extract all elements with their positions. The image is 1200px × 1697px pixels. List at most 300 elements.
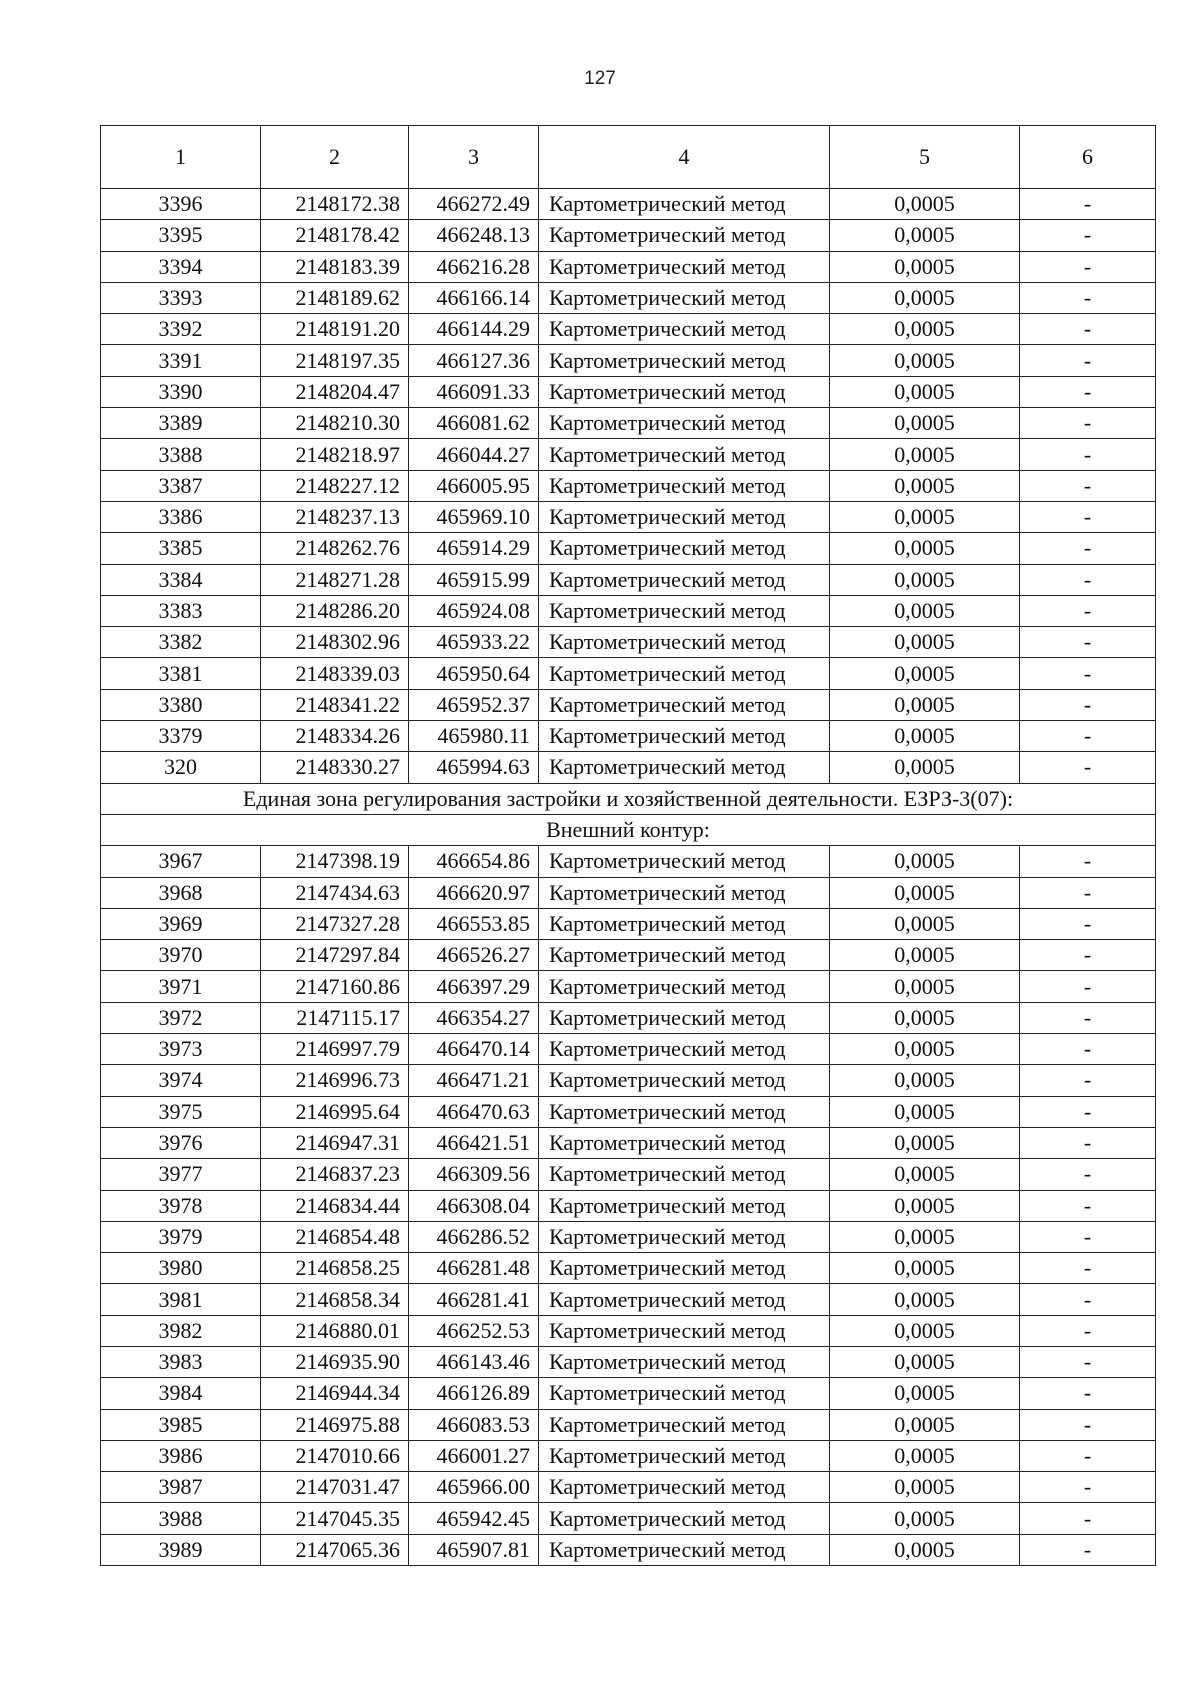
accuracy-cell: 0,0005 (830, 251, 1020, 282)
accuracy-cell: 0,0005 (830, 314, 1020, 345)
method-cell: Картометрический метод (539, 752, 830, 783)
accuracy-cell: 0,0005 (830, 282, 1020, 313)
y-coordinate-cell: 466654.86 (409, 846, 539, 877)
note-cell: - (1020, 971, 1156, 1002)
table-row (101, 564, 1156, 595)
note-cell: - (1020, 282, 1156, 313)
accuracy-cell: 0,0005 (830, 564, 1020, 595)
note-cell: - (1020, 689, 1156, 720)
note-cell: - (1020, 1253, 1156, 1284)
accuracy-cell: 0,0005 (830, 595, 1020, 626)
y-coordinate-cell: 465994.63 (409, 752, 539, 783)
accuracy-cell: 0,0005 (830, 220, 1020, 251)
y-coordinate-cell: 466216.28 (409, 251, 539, 282)
note-cell: - (1020, 251, 1156, 282)
accuracy-cell: 0,0005 (830, 533, 1020, 564)
method-cell: Картометрический метод (539, 564, 830, 595)
accuracy-cell: 0,0005 (830, 1409, 1020, 1440)
y-coordinate-cell: 465966.00 (409, 1472, 539, 1503)
section-title-row (101, 783, 1156, 814)
note-cell: - (1020, 752, 1156, 783)
column-header-5: 5 (830, 126, 1020, 189)
accuracy-cell: 0,0005 (830, 1503, 1020, 1534)
table-row (101, 282, 1156, 313)
y-coordinate-cell: 465980.11 (409, 721, 539, 752)
x-coordinate-cell: 2146995.64 (261, 1096, 409, 1127)
point-number-cell: 3968 (101, 877, 261, 908)
point-number-cell: 3392 (101, 314, 261, 345)
note-cell: - (1020, 1534, 1156, 1565)
x-coordinate-cell: 2148178.42 (261, 220, 409, 251)
note-cell: - (1020, 1472, 1156, 1503)
note-cell: - (1020, 595, 1156, 626)
accuracy-cell: 0,0005 (830, 501, 1020, 532)
y-coordinate-cell: 466272.49 (409, 189, 539, 220)
x-coordinate-cell: 2146858.34 (261, 1284, 409, 1315)
y-coordinate-cell: 466166.14 (409, 282, 539, 313)
accuracy-cell: 0,0005 (830, 1002, 1020, 1033)
table-row (101, 220, 1156, 251)
point-number-cell: 3385 (101, 533, 261, 564)
subsection-title-row (101, 814, 1156, 845)
method-cell: Картометрический метод (539, 439, 830, 470)
method-cell: Картометрический метод (539, 314, 830, 345)
x-coordinate-cell: 2146947.31 (261, 1127, 409, 1158)
accuracy-cell: 0,0005 (830, 658, 1020, 689)
table-row (101, 314, 1156, 345)
table-row (101, 1440, 1156, 1471)
accuracy-cell: 0,0005 (830, 940, 1020, 971)
table-row (101, 1159, 1156, 1190)
point-number-cell: 3396 (101, 189, 261, 220)
point-number-cell: 3386 (101, 501, 261, 532)
note-cell: - (1020, 1315, 1156, 1346)
note-cell: - (1020, 1221, 1156, 1252)
y-coordinate-cell: 466127.36 (409, 345, 539, 376)
note-cell: - (1020, 1190, 1156, 1221)
y-coordinate-cell: 466308.04 (409, 1190, 539, 1221)
method-cell: Картометрический метод (539, 1440, 830, 1471)
method-cell: Картометрический метод (539, 1190, 830, 1221)
note-cell: - (1020, 877, 1156, 908)
y-coordinate-cell: 465942.45 (409, 1503, 539, 1534)
y-coordinate-cell: 465950.64 (409, 658, 539, 689)
point-number-cell: 3379 (101, 721, 261, 752)
note-cell: - (1020, 439, 1156, 470)
accuracy-cell: 0,0005 (830, 1315, 1020, 1346)
x-coordinate-cell: 2146944.34 (261, 1378, 409, 1409)
point-number-cell: 3381 (101, 658, 261, 689)
accuracy-cell: 0,0005 (830, 877, 1020, 908)
accuracy-cell: 0,0005 (830, 1065, 1020, 1096)
accuracy-cell: 0,0005 (830, 971, 1020, 1002)
table-row (101, 439, 1156, 470)
table-row (101, 1221, 1156, 1252)
y-coordinate-cell: 466470.14 (409, 1034, 539, 1065)
note-cell: - (1020, 846, 1156, 877)
y-coordinate-cell: 466470.63 (409, 1096, 539, 1127)
table-row (101, 595, 1156, 626)
point-number-cell: 3391 (101, 345, 261, 376)
subsection-title: Внешний контур: (101, 814, 1156, 845)
y-coordinate-cell: 465907.81 (409, 1534, 539, 1565)
note-cell: - (1020, 1002, 1156, 1033)
method-cell: Картометрический метод (539, 1253, 830, 1284)
note-cell: - (1020, 408, 1156, 439)
point-number-cell: 3977 (101, 1159, 261, 1190)
x-coordinate-cell: 2146975.88 (261, 1409, 409, 1440)
method-cell: Картометрический метод (539, 1002, 830, 1033)
accuracy-cell: 0,0005 (830, 1190, 1020, 1221)
point-number-cell: 3970 (101, 940, 261, 971)
y-coordinate-cell: 466281.41 (409, 1284, 539, 1315)
x-coordinate-cell: 2146996.73 (261, 1065, 409, 1096)
point-number-cell: 3984 (101, 1378, 261, 1409)
note-cell: - (1020, 345, 1156, 376)
y-coordinate-cell: 466281.48 (409, 1253, 539, 1284)
accuracy-cell: 0,0005 (830, 1034, 1020, 1065)
note-cell: - (1020, 376, 1156, 407)
table-row (101, 1034, 1156, 1065)
table-row (101, 189, 1156, 220)
method-cell: Картометрический метод (539, 1127, 830, 1158)
accuracy-cell: 0,0005 (830, 1221, 1020, 1252)
y-coordinate-cell: 465914.29 (409, 533, 539, 564)
table-row (101, 1002, 1156, 1033)
x-coordinate-cell: 2146935.90 (261, 1346, 409, 1377)
point-number-cell: 3971 (101, 971, 261, 1002)
table-header (101, 126, 1156, 189)
x-coordinate-cell: 2148271.28 (261, 564, 409, 595)
note-cell: - (1020, 1096, 1156, 1127)
column-header-3: 3 (409, 126, 539, 189)
section-title: Единая зона регулирования застройки и хозяйственной деятельности. ЕЗРЗ-3(07): (101, 783, 1156, 814)
x-coordinate-cell: 2148210.30 (261, 408, 409, 439)
point-number-cell: 3388 (101, 439, 261, 470)
table-row (101, 1503, 1156, 1534)
header-row (101, 126, 1156, 189)
table-row (101, 408, 1156, 439)
accuracy-cell: 0,0005 (830, 1472, 1020, 1503)
x-coordinate-cell: 2147031.47 (261, 1472, 409, 1503)
point-number-cell: 3383 (101, 595, 261, 626)
x-coordinate-cell: 2148334.26 (261, 721, 409, 752)
table-row (101, 251, 1156, 282)
note-cell: - (1020, 501, 1156, 532)
table-row (101, 1096, 1156, 1127)
x-coordinate-cell: 2148218.97 (261, 439, 409, 470)
x-coordinate-cell: 2146837.23 (261, 1159, 409, 1190)
method-cell: Картометрический метод (539, 1472, 830, 1503)
x-coordinate-cell: 2147160.86 (261, 971, 409, 1002)
point-number-cell: 3974 (101, 1065, 261, 1096)
table-row (101, 501, 1156, 532)
note-cell: - (1020, 314, 1156, 345)
point-number-cell: 3985 (101, 1409, 261, 1440)
point-number-cell: 3393 (101, 282, 261, 313)
column-header-2: 2 (261, 126, 409, 189)
table-row (101, 1127, 1156, 1158)
method-cell: Картометрический метод (539, 1159, 830, 1190)
point-number-cell: 3972 (101, 1002, 261, 1033)
note-cell: - (1020, 1440, 1156, 1471)
table-row (101, 689, 1156, 720)
method-cell: Картометрический метод (539, 470, 830, 501)
y-coordinate-cell: 466252.53 (409, 1315, 539, 1346)
note-cell: - (1020, 470, 1156, 501)
y-coordinate-cell: 466126.89 (409, 1378, 539, 1409)
method-cell: Картометрический метод (539, 908, 830, 939)
point-number-cell: 3978 (101, 1190, 261, 1221)
method-cell: Картометрический метод (539, 189, 830, 220)
point-number-cell: 3988 (101, 1503, 261, 1534)
note-cell: - (1020, 189, 1156, 220)
table-row (101, 1409, 1156, 1440)
table-row (101, 721, 1156, 752)
point-number-cell: 3380 (101, 689, 261, 720)
accuracy-cell: 0,0005 (830, 1284, 1020, 1315)
table-row (101, 627, 1156, 658)
x-coordinate-cell: 2147327.28 (261, 908, 409, 939)
note-cell: - (1020, 1065, 1156, 1096)
table-body (101, 189, 1156, 1566)
point-number-cell: 3979 (101, 1221, 261, 1252)
note-cell: - (1020, 1159, 1156, 1190)
point-number-cell: 3989 (101, 1534, 261, 1565)
point-number-cell: 3987 (101, 1472, 261, 1503)
x-coordinate-cell: 2148339.03 (261, 658, 409, 689)
point-number-cell: 3986 (101, 1440, 261, 1471)
accuracy-cell: 0,0005 (830, 846, 1020, 877)
table-row (101, 1378, 1156, 1409)
point-number-cell: 3982 (101, 1315, 261, 1346)
y-coordinate-cell: 465933.22 (409, 627, 539, 658)
note-cell: - (1020, 627, 1156, 658)
y-coordinate-cell: 466044.27 (409, 439, 539, 470)
x-coordinate-cell: 2148227.12 (261, 470, 409, 501)
accuracy-cell: 0,0005 (830, 1378, 1020, 1409)
method-cell: Картометрический метод (539, 1503, 830, 1534)
x-coordinate-cell: 2148302.96 (261, 627, 409, 658)
x-coordinate-cell: 2146858.25 (261, 1253, 409, 1284)
y-coordinate-cell: 466091.33 (409, 376, 539, 407)
y-coordinate-cell: 466471.21 (409, 1065, 539, 1096)
accuracy-cell: 0,0005 (830, 627, 1020, 658)
y-coordinate-cell: 466526.27 (409, 940, 539, 971)
note-cell: - (1020, 1409, 1156, 1440)
accuracy-cell: 0,0005 (830, 439, 1020, 470)
note-cell: - (1020, 1346, 1156, 1377)
point-number-cell: 3969 (101, 908, 261, 939)
note-cell: - (1020, 658, 1156, 689)
method-cell: Картометрический метод (539, 1378, 830, 1409)
table-row (101, 1190, 1156, 1221)
table-row (101, 971, 1156, 1002)
y-coordinate-cell: 465969.10 (409, 501, 539, 532)
y-coordinate-cell: 465915.99 (409, 564, 539, 595)
x-coordinate-cell: 2147010.66 (261, 1440, 409, 1471)
table-row (101, 1346, 1156, 1377)
accuracy-cell: 0,0005 (830, 1159, 1020, 1190)
x-coordinate-cell: 2148197.35 (261, 345, 409, 376)
note-cell: - (1020, 1284, 1156, 1315)
method-cell: Картометрический метод (539, 501, 830, 532)
y-coordinate-cell: 465952.37 (409, 689, 539, 720)
method-cell: Картометрический метод (539, 1346, 830, 1377)
accuracy-cell: 0,0005 (830, 1127, 1020, 1158)
accuracy-cell: 0,0005 (830, 408, 1020, 439)
accuracy-cell: 0,0005 (830, 1534, 1020, 1565)
y-coordinate-cell: 466286.52 (409, 1221, 539, 1252)
coordinates-table-container (100, 125, 1155, 1566)
note-cell: - (1020, 220, 1156, 251)
y-coordinate-cell: 466553.85 (409, 908, 539, 939)
x-coordinate-cell: 2147115.17 (261, 1002, 409, 1033)
x-coordinate-cell: 2148286.20 (261, 595, 409, 626)
x-coordinate-cell: 2147434.63 (261, 877, 409, 908)
method-cell: Картометрический метод (539, 1284, 830, 1315)
table-row (101, 752, 1156, 783)
point-number-cell: 3390 (101, 376, 261, 407)
accuracy-cell: 0,0005 (830, 1440, 1020, 1471)
method-cell: Картометрический метод (539, 658, 830, 689)
x-coordinate-cell: 2148237.13 (261, 501, 409, 532)
accuracy-cell: 0,0005 (830, 1253, 1020, 1284)
y-coordinate-cell: 466005.95 (409, 470, 539, 501)
accuracy-cell: 0,0005 (830, 376, 1020, 407)
point-number-cell: 3394 (101, 251, 261, 282)
x-coordinate-cell: 2146854.48 (261, 1221, 409, 1252)
table-row (101, 846, 1156, 877)
point-number-cell: 3384 (101, 564, 261, 595)
table-row (101, 470, 1156, 501)
point-number-cell: 3975 (101, 1096, 261, 1127)
method-cell: Картометрический метод (539, 1034, 830, 1065)
x-coordinate-cell: 2147065.36 (261, 1534, 409, 1565)
column-header-6: 6 (1020, 126, 1156, 189)
y-coordinate-cell: 466144.29 (409, 314, 539, 345)
point-number-cell: 3389 (101, 408, 261, 439)
table-row (101, 1472, 1156, 1503)
point-number-cell: 3983 (101, 1346, 261, 1377)
table-row (101, 1253, 1156, 1284)
accuracy-cell: 0,0005 (830, 721, 1020, 752)
note-cell: - (1020, 1034, 1156, 1065)
method-cell: Картометрический метод (539, 721, 830, 752)
method-cell: Картометрический метод (539, 533, 830, 564)
accuracy-cell: 0,0005 (830, 1346, 1020, 1377)
coordinates-table (100, 125, 1156, 1566)
method-cell: Картометрический метод (539, 971, 830, 1002)
x-coordinate-cell: 2148262.76 (261, 533, 409, 564)
page-number: 127 (584, 68, 616, 89)
x-coordinate-cell: 2148189.62 (261, 282, 409, 313)
y-coordinate-cell: 465924.08 (409, 595, 539, 626)
method-cell: Картометрический метод (539, 220, 830, 251)
method-cell: Картометрический метод (539, 251, 830, 282)
y-coordinate-cell: 466620.97 (409, 877, 539, 908)
method-cell: Картометрический метод (539, 376, 830, 407)
note-cell: - (1020, 533, 1156, 564)
y-coordinate-cell: 466397.29 (409, 971, 539, 1002)
method-cell: Картометрический метод (539, 1221, 830, 1252)
accuracy-cell: 0,0005 (830, 908, 1020, 939)
y-coordinate-cell: 466248.13 (409, 220, 539, 251)
note-cell: - (1020, 1378, 1156, 1409)
x-coordinate-cell: 2148330.27 (261, 752, 409, 783)
note-cell: - (1020, 721, 1156, 752)
x-coordinate-cell: 2148191.20 (261, 314, 409, 345)
y-coordinate-cell: 466143.46 (409, 1346, 539, 1377)
table-row (101, 1284, 1156, 1315)
accuracy-cell: 0,0005 (830, 189, 1020, 220)
y-coordinate-cell: 466081.62 (409, 408, 539, 439)
method-cell: Картометрический метод (539, 689, 830, 720)
point-number-cell: 3395 (101, 220, 261, 251)
point-number-cell: 3981 (101, 1284, 261, 1315)
x-coordinate-cell: 2147297.84 (261, 940, 409, 971)
point-number-cell: 3387 (101, 470, 261, 501)
table-row (101, 345, 1156, 376)
method-cell: Картометрический метод (539, 627, 830, 658)
accuracy-cell: 0,0005 (830, 470, 1020, 501)
column-header-4: 4 (539, 126, 830, 189)
note-cell: - (1020, 1503, 1156, 1534)
accuracy-cell: 0,0005 (830, 689, 1020, 720)
x-coordinate-cell: 2147398.19 (261, 846, 409, 877)
table-row (101, 658, 1156, 689)
x-coordinate-cell: 2148183.39 (261, 251, 409, 282)
method-cell: Картометрический метод (539, 1534, 830, 1565)
accuracy-cell: 0,0005 (830, 752, 1020, 783)
x-coordinate-cell: 2146834.44 (261, 1190, 409, 1221)
note-cell: - (1020, 564, 1156, 595)
table-row (101, 940, 1156, 971)
y-coordinate-cell: 466354.27 (409, 1002, 539, 1033)
table-row (101, 1065, 1156, 1096)
table-row (101, 1315, 1156, 1346)
table-row (101, 908, 1156, 939)
method-cell: Картометрический метод (539, 877, 830, 908)
note-cell: - (1020, 908, 1156, 939)
method-cell: Картометрический метод (539, 846, 830, 877)
note-cell: - (1020, 1127, 1156, 1158)
x-coordinate-cell: 2148204.47 (261, 376, 409, 407)
note-cell: - (1020, 940, 1156, 971)
table-row (101, 1534, 1156, 1565)
x-coordinate-cell: 2146880.01 (261, 1315, 409, 1346)
point-number-cell: 3382 (101, 627, 261, 658)
x-coordinate-cell: 2147045.35 (261, 1503, 409, 1534)
y-coordinate-cell: 466421.51 (409, 1127, 539, 1158)
method-cell: Картометрический метод (539, 1096, 830, 1127)
method-cell: Картометрический метод (539, 1409, 830, 1440)
point-number-cell: 3980 (101, 1253, 261, 1284)
y-coordinate-cell: 466001.27 (409, 1440, 539, 1471)
method-cell: Картометрический метод (539, 1065, 830, 1096)
method-cell: Картометрический метод (539, 595, 830, 626)
method-cell: Картометрический метод (539, 1315, 830, 1346)
x-coordinate-cell: 2146997.79 (261, 1034, 409, 1065)
point-number-cell: 3967 (101, 846, 261, 877)
x-coordinate-cell: 2148172.38 (261, 189, 409, 220)
accuracy-cell: 0,0005 (830, 345, 1020, 376)
point-number-cell: 3973 (101, 1034, 261, 1065)
y-coordinate-cell: 466309.56 (409, 1159, 539, 1190)
accuracy-cell: 0,0005 (830, 1096, 1020, 1127)
method-cell: Картометрический метод (539, 282, 830, 313)
column-header-1: 1 (101, 126, 261, 189)
